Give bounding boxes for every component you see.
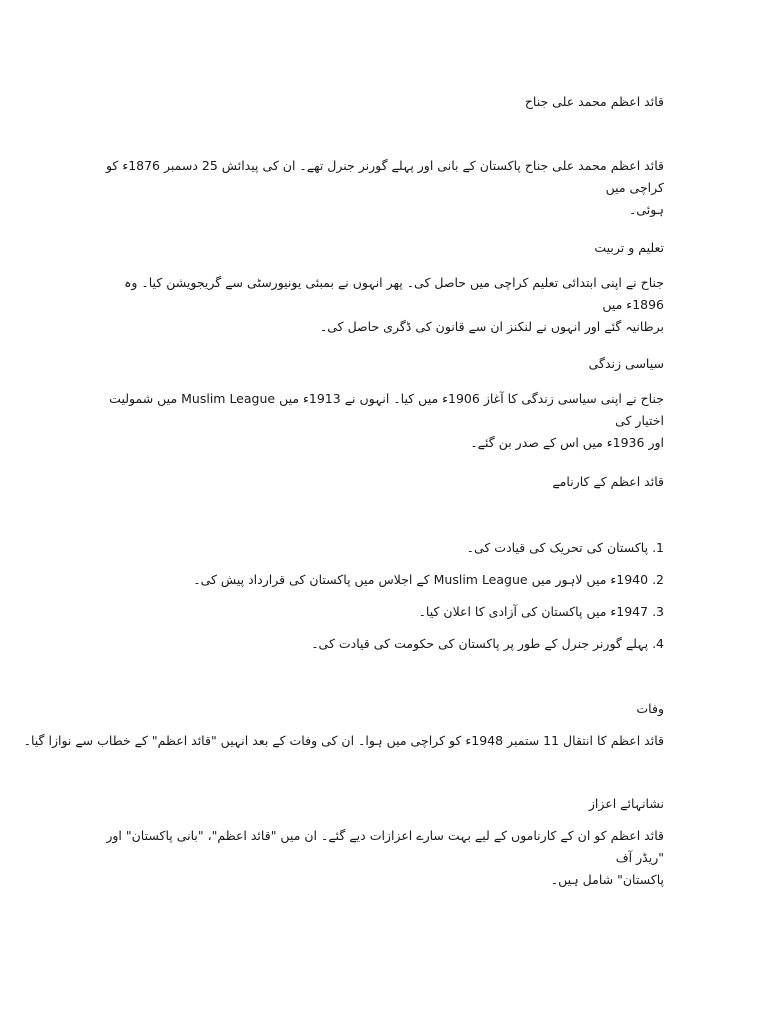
education-heading: تعلیم و تربیت: [594, 240, 664, 255]
education-line-2: برطانیہ گئے اور انہوں نے لنکنز ان سے قانون کی ڈگری حاصل کی۔: [319, 319, 664, 334]
honors-heading: نشانہائے اعزاز: [588, 796, 664, 811]
politics-line-2: اور 1936ء میں اس کے صدر بن گئے۔: [470, 435, 664, 450]
honors-paragraph: [96, 825, 664, 891]
politics-paragraph: [96, 388, 664, 454]
politics-line-1: جناح نے اپنی سیاسی زندگی کا آغاز 1906ء میں کیا۔ انہوں نے 1913ء میں Muslim League میں شمولیت اختیار کی: [109, 391, 664, 428]
achievement-item-2: 2. 1940ء میں لاہور میں Muslim League کے اجلاس میں پاکستان کی قرارداد پیش کی۔: [193, 572, 664, 587]
achievement-item-1: 1. پاکستان کی تحریک کی قیادت کی۔: [466, 540, 664, 555]
intro-paragraph: [96, 155, 664, 221]
honors-line-1: قائد اعظم کو ان کے کارناموں کے لیے بہت سارے اعزازات دیے گئے۔ ان میں "قائد اعظم"، "بانی پاکستان" اور "ریڈر آف: [106, 828, 664, 865]
document-title: قائد اعظم محمد علی جناح: [524, 94, 664, 109]
education-line-1: جناح نے اپنی ابتدائی تعلیم کراچی میں حاصل کی۔ پھر انہوں نے بمبئی یونیورسٹی سے گریجویشن کیا۔ وہ 1896ء میں: [124, 275, 664, 312]
death-line-1: قائد اعظم کا انتقال 11 ستمبر 1948ء کو کراچی میں ہوا۔ ان کی وفات کے بعد انہیں "قائد اعظم" کے خطاب سے نوازا گیا۔: [23, 733, 664, 748]
achievements-heading: قائد اعظم کے کارنامے: [552, 474, 664, 489]
intro-line-1: قائد اعظم محمد علی جناح پاکستان کے بانی اور پہلے گورنر جنرل تھے۔ ان کی پیدائش 25 دسمبر 1876ء کو کراچی میں: [105, 158, 664, 195]
achievement-item-3: 3. 1947ء میں پاکستان کی آزادی کا اعلان کیا۔: [418, 604, 664, 619]
politics-heading: سیاسی زندگی: [588, 356, 664, 371]
achievement-item-4: 4. پہلے گورنر جنرل کے طور پر پاکستان کی حکومت کی قیادت کی۔: [311, 636, 664, 651]
document-page: [23, 0, 664, 1024]
honors-line-2: پاکستان" شامل ہیں۔: [550, 872, 664, 887]
intro-line-2: ہوئی۔: [628, 202, 664, 217]
education-paragraph: [96, 272, 664, 338]
death-heading: وفات: [636, 701, 664, 716]
